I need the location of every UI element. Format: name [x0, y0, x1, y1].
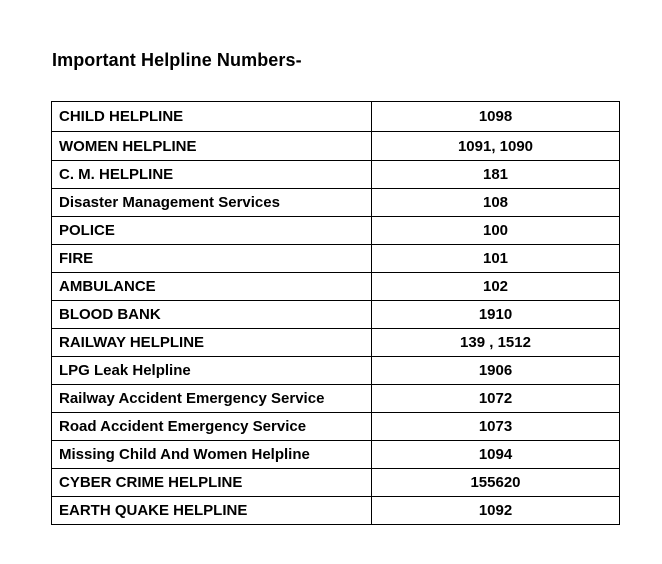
helpline-number-cell: 1073: [372, 413, 620, 441]
service-name-cell: Road Accident Emergency Service: [52, 413, 372, 441]
helpline-number-cell: 100: [372, 217, 620, 245]
helpline-number-cell: 101: [372, 245, 620, 273]
service-name-cell: CYBER CRIME HELPLINE: [52, 469, 372, 497]
service-name-cell: EARTH QUAKE HELPLINE: [52, 497, 372, 525]
helpline-number-cell: 1092: [372, 497, 620, 525]
helpline-number-cell: 1098: [372, 102, 620, 132]
service-name-cell: FIRE: [52, 245, 372, 273]
service-name-cell: Disaster Management Services: [52, 189, 372, 217]
table-row: [52, 329, 620, 357]
helpline-number-cell: 1906: [372, 357, 620, 385]
table-row: [52, 217, 620, 245]
table-row: [52, 385, 620, 413]
table-row: [52, 273, 620, 301]
table-row: [52, 189, 620, 217]
table-row: [52, 441, 620, 469]
page-title: Important Helpline Numbers-: [52, 50, 302, 70]
service-name-cell: Missing Child And Women Helpline: [52, 441, 372, 469]
service-name-cell: BLOOD BANK: [52, 301, 372, 329]
table-row: [52, 497, 620, 525]
table-row: [52, 102, 620, 132]
table-row: [52, 301, 620, 329]
service-name-cell: C. M. HELPLINE: [52, 161, 372, 189]
helpline-number-cell: 1094: [372, 441, 620, 469]
helpline-number-cell: 1091, 1090: [372, 132, 620, 161]
table-row: [52, 413, 620, 441]
table-row: [52, 469, 620, 497]
helpline-number-cell: 1910: [372, 301, 620, 329]
table-row: [52, 245, 620, 273]
helpline-number-cell: 181: [372, 161, 620, 189]
service-name-cell: AMBULANCE: [52, 273, 372, 301]
helpline-number-cell: 155620: [372, 469, 620, 497]
service-name-cell: Railway Accident Emergency Service: [52, 385, 372, 413]
helpline-number-cell: 139 , 1512: [372, 329, 620, 357]
table-row: [52, 357, 620, 385]
service-name-cell: WOMEN HELPLINE: [52, 132, 372, 161]
table-row: [52, 132, 620, 161]
helpline-number-cell: 108: [372, 189, 620, 217]
service-name-cell: LPG Leak Helpline: [52, 357, 372, 385]
service-name-cell: POLICE: [52, 217, 372, 245]
service-name-cell: CHILD HELPLINE: [52, 102, 372, 132]
helpline-table: [51, 101, 620, 525]
table-row: [52, 161, 620, 189]
service-name-cell: RAILWAY HELPLINE: [52, 329, 372, 357]
helpline-number-cell: 1072: [372, 385, 620, 413]
helpline-number-cell: 102: [372, 273, 620, 301]
